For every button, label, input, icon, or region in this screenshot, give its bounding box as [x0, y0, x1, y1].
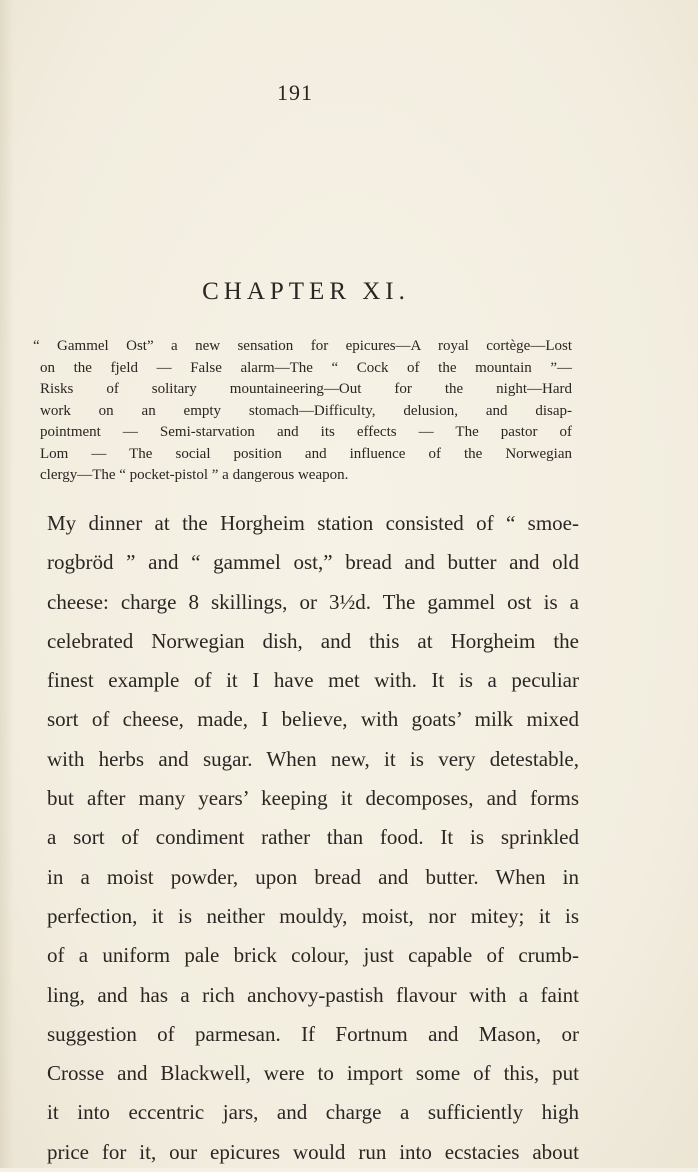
body-line: of a uniform pale brick colour, just capable of crumb-: [47, 943, 579, 968]
body-line: price for it, our epicures would run into ecstacies about: [47, 1139, 579, 1164]
chapter-title: CHAPTER XI.: [202, 278, 410, 305]
summary-line: pointment — Semi-starvation and its effects — The pastor of: [40, 424, 572, 440]
body-line: Crosse and Blackwell, were to import some of this, put: [47, 1061, 579, 1086]
body-line: cheese: charge 8 skillings, or 3½d. The gammel ost is a: [47, 589, 579, 614]
summary-line: on the fjeld — False alarm—The “ Cock of the mountain ”—: [40, 359, 572, 376]
body-line: it into eccentric jars, and charge a sufficiently high: [47, 1100, 579, 1125]
body-line: suggestion of parmesan. If Fortnum and Mason, or: [47, 1021, 579, 1046]
body-line: a sort of condiment rather than food. It is sprinkled: [47, 825, 579, 850]
page-number: 191: [277, 80, 313, 105]
chapter-summary: [33, 336, 572, 487]
body-line: sort of cheese, made, I believe, with goats’ milk mixed: [47, 707, 579, 732]
body-line: perfection, it is neither mouldy, moist, nor mitey; it is: [47, 903, 579, 928]
body-line: My dinner at the Horgheim station consisted of “ smoe-: [47, 511, 579, 535]
summary-line: “ Gammel Ost” a new sensation for epicures—A royal cortège—Lost: [33, 338, 572, 354]
body-line: celebrated Norwegian dish, and this at Horgheim the: [47, 628, 579, 653]
body-line: with herbs and sugar. When new, it is very detestable,: [47, 746, 579, 771]
summary-line: Lom — The social position and influence of the Norwegian: [40, 445, 572, 462]
body-line: in a moist powder, upon bread and butter. When in: [47, 864, 579, 889]
body-line: rogbröd ” and “ gammel ost,” bread and butter and old: [47, 550, 579, 575]
body-line: finest example of it I have met with. It is a peculiar: [47, 668, 579, 693]
page-edge-shadow: [0, 0, 14, 1168]
body-line: but after many years’ keeping it decomposes, and forms: [47, 786, 579, 811]
body-line: ling, and has a rich anchovy-pastish flavour with a faint: [47, 982, 579, 1007]
summary-line: clergy—The “ pocket-pistol ” a dangerous weapon.: [40, 467, 349, 483]
summary-line: work on an empty stomach—Difficulty, delusion, and disap-: [40, 402, 572, 419]
body-paragraph: [47, 504, 579, 1172]
summary-line: Risks of solitary mountaineering—Out for the night—Hard: [40, 381, 572, 397]
